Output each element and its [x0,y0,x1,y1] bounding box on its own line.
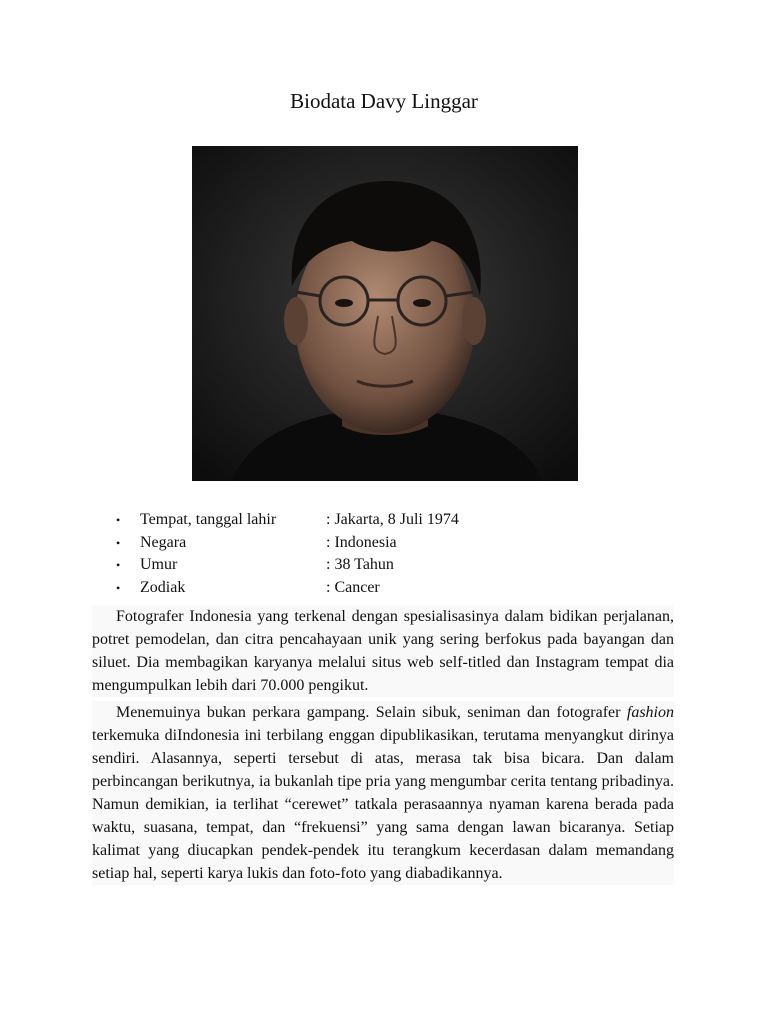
fact-label: Zodiak [140,578,186,596]
italic-term: fashion [626,704,674,721]
paragraph-text: Menemuinya bukan perkara gampang. Selain sibuk, seniman dan fotografer [116,704,627,721]
fact-label: Umur [140,556,178,574]
paragraph-intro: Fotografer Indonesia yang terkenal dengan spesialisasinya dalam bidikan perjalanan, potret pemodelan, dan citra pencahayaan unik yang sering berfokus pada bayangan dan siluet. Dia membagikan karyanya melalui situs web self-titled dan Instagram tempat dia mengumpulkan lebih dari 70.000 pengikut. [92,605,674,697]
document-title: Biodata Davy Linggar [290,89,478,113]
fact-value: : 38 Tahun [326,556,394,574]
portrait-illustration [192,146,578,481]
bullet-icon: • [116,558,121,573]
fact-label: Tempat, tanggal lahir [140,511,277,528]
fact-value: : Cancer [326,578,380,596]
bullet-icon: • [116,580,121,595]
fact-label: Negara [140,533,187,551]
bullet-icon: • [116,513,121,527]
bullet-icon: • [116,535,121,550]
fact-value: : Indonesia [326,533,397,551]
paragraph-text: terkemuka diIndonesia ini terbilang enggan dipublikasikan, terutama menyangkut dirinya sendiri. Alasannya, seperti tersebut di atas, merasa tak bisa bicara. Dan dalam perbincangan berikutnya, ia bukanlah tipe pria yang mengumbar cerita tentang pribadinya. Namun demikian, ia terlihat “cerewet” tatkala perasaannya nyaman karena berada pada waktu, suasana, tempat, dan “frekuensi” yang sama dengan lawan bicaranya. Setiap kalimat yang diucapkan pendek-pendek itu terangkum kecerdasan dalam memandang setiap hal, seperti karya lukis dan foto-foto yang diabadikannya. [92,727,674,882]
portrait-photo [192,146,578,481]
paragraph-profile [92,701,674,885]
fact-value: : Jakarta, 8 Juli 1974 [326,511,459,528]
